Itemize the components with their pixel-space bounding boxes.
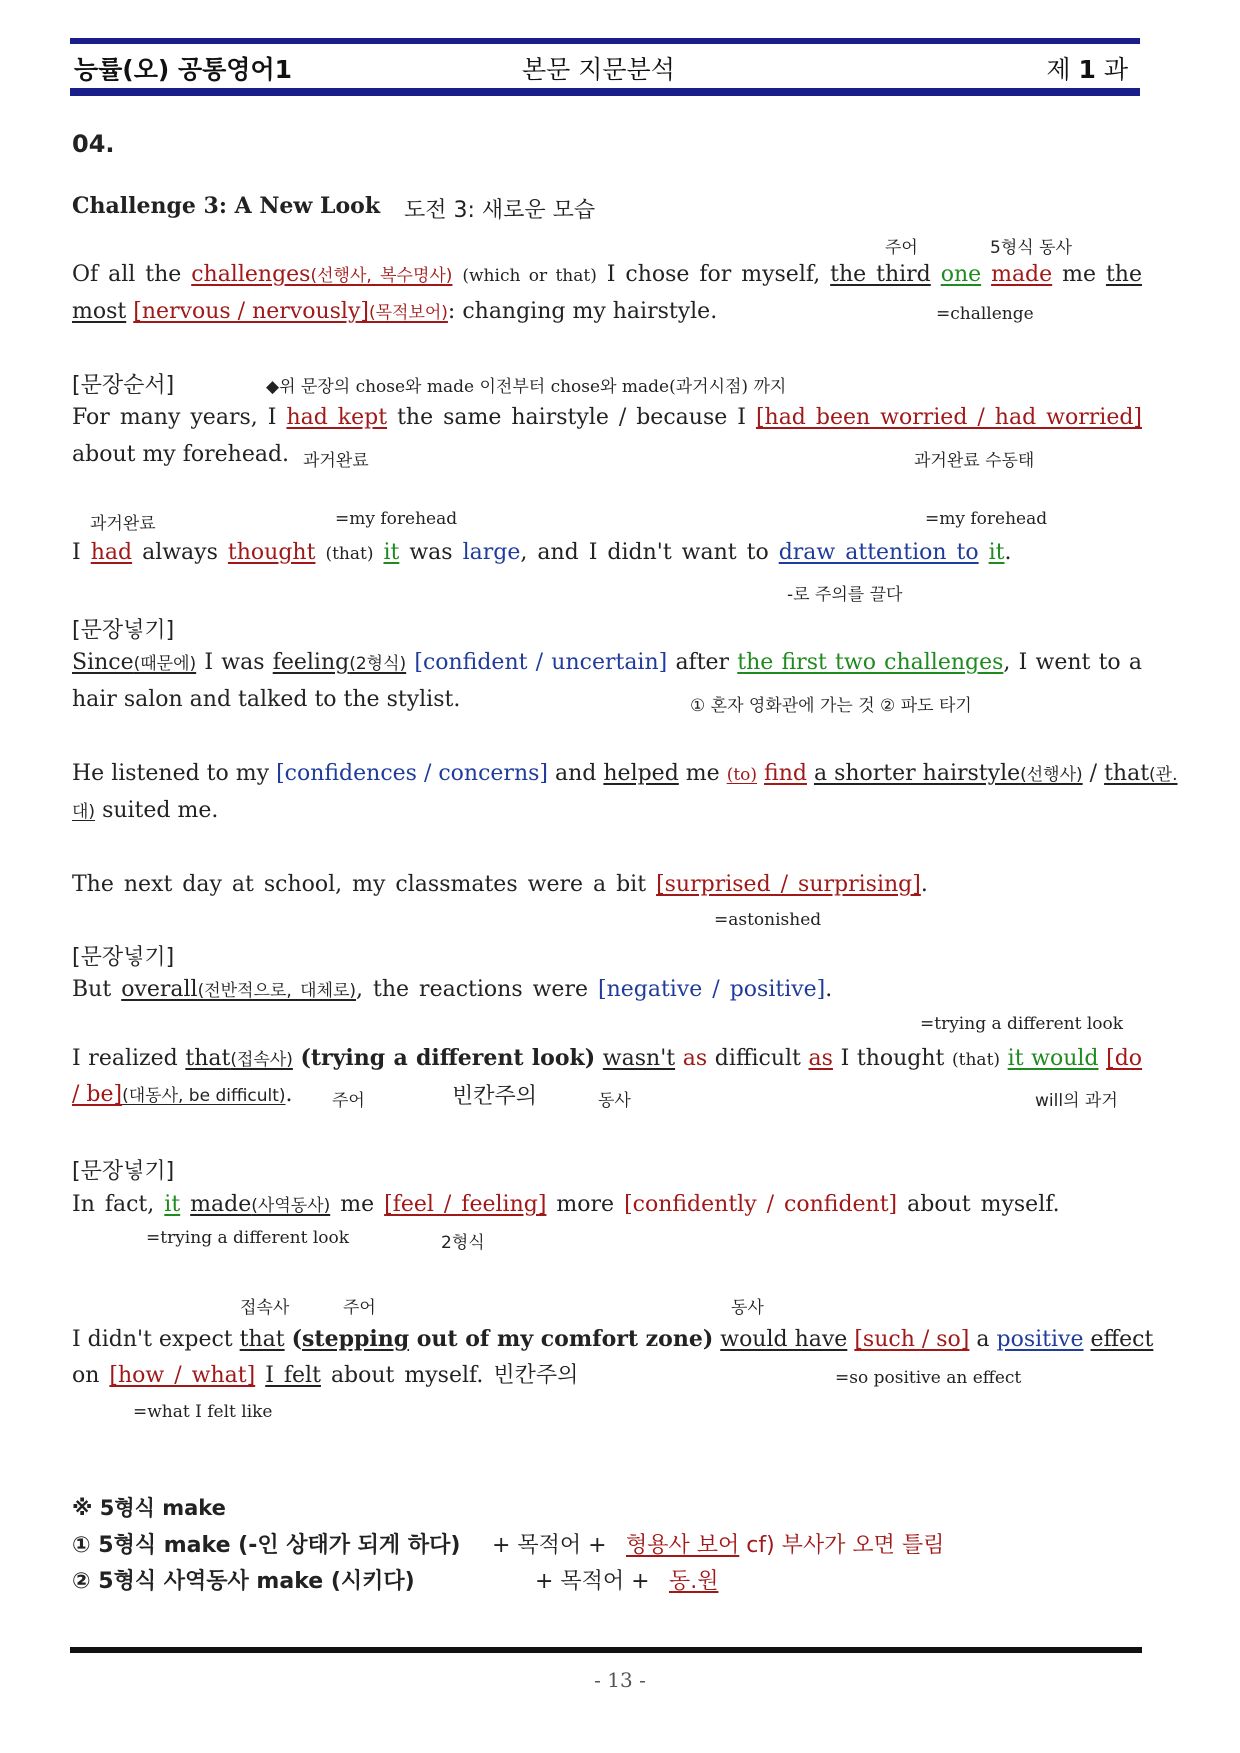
word-challenges: challenges(선행사, 복수명사) (191, 262, 453, 287)
note-2-form: 2형식 (441, 1233, 485, 1253)
note-eq-forehead-2: =my forehead (925, 509, 1048, 529)
note-so-positive: =so positive an effect (835, 1368, 1022, 1388)
sentence-5-line-2: 대) suited me. (72, 798, 219, 823)
note-eq-trying: =trying a different look (920, 1014, 1124, 1034)
header-top-bar (70, 38, 1140, 44)
note-past-perfect: 과거완료 (303, 451, 369, 471)
summary-rule-1-complement: 형용사 보어 cf) 부사가 오면 틀림 (626, 1533, 945, 1558)
note-first-two-challenges: ① 혼자 영화관에 가는 것 ② 파도 타기 (690, 696, 972, 716)
note-order: ◆위 문장의 chose와 made 이전부터 chose와 made(과거시점) 까지 (266, 377, 787, 397)
footer-bar (70, 1647, 1142, 1653)
sentence-2-line-1: For many years, I had kept the same hairstyle / because I [had been worried / had worried] (72, 405, 1143, 430)
label-sentence-order: [문장순서] (72, 373, 175, 398)
passage-title-ko: 도전 3: 새로운 모습 (404, 198, 596, 223)
sentence-6: The next day at school, my classmates were a bit [surprised / surprising]. (72, 872, 928, 897)
note-eq-challenge: =challenge (936, 304, 1034, 324)
label-sentence-insert-1: [문장넣기] (72, 618, 175, 643)
summary-title: ※ 5형식 make (72, 1496, 226, 1520)
summary-rule-2: ② 5형식 사역동사 make (시키다) (72, 1569, 415, 1594)
header-bottom-bar (70, 88, 1140, 96)
label-sentence-insert-2: [문장넣기] (72, 945, 175, 970)
sentence-3: I had always thought (that) it was large, and I didn't want to draw attention to it. (72, 540, 1012, 565)
note-past-perfect-2: 과거완료 (90, 514, 156, 534)
sentence-5-line-1: He listened to my [confidences / concerns] and helped me (to) find a shorter hairstyle(선행사) / that(관. (72, 761, 1178, 786)
sentence-8-line-1: I realized that(접속사) (trying a different look) wasn't as difficult as I thought (that) it would [do (72, 1045, 1143, 1071)
note-5-form-verb: 5형식 동사 (990, 238, 1072, 258)
note-eq-forehead-1: =my forehead (335, 509, 458, 529)
note-astonished: =astonished (714, 910, 822, 930)
note-subject: 주어 (885, 238, 918, 258)
summary-rule-2-verb: 동.원 (669, 1569, 719, 1594)
note-blank-warning-1: 빈칸주의 (452, 1084, 538, 1109)
sentence-10-line-1: I didn't expect that (stepping out of my comfort zone) would have [such / so] a positive effect (72, 1326, 1154, 1352)
note-verb-3: 동사 (731, 1298, 764, 1318)
note-passive: 과거완료 수동태 (914, 451, 1035, 471)
page-header (74, 46, 1138, 88)
header-course: 능률(오) 공통영어1 (74, 55, 293, 84)
note-will-past: will의 과거 (1035, 1091, 1118, 1111)
header-lesson: 제 1 과 (1046, 55, 1128, 84)
sentence-1-line-2: most [nervous / nervously](목적보어): changing my hairstyle. (72, 299, 718, 324)
summary-rule-1: ① 5형식 make (-인 상태가 되게 하다) (72, 1533, 461, 1558)
note-subject-2: 주어 (332, 1091, 365, 1111)
note-conjunction: 접속사 (240, 1298, 290, 1318)
note-verb-2: 동사 (598, 1091, 631, 1111)
summary-rule-1-object: + 목적어 + (492, 1533, 607, 1558)
header-section: 본문 지문분석 (522, 55, 675, 84)
sentence-10-line-2: on [how / what] I felt about myself. 빈칸주의 (72, 1363, 579, 1388)
sentence-4-line-1: Since(때문에) I was feeling(2형식) [confident / uncertain] after the first two challenges, I went to a (72, 650, 1142, 675)
sentence-2-line-2: about my forehead. (72, 442, 290, 467)
sentence-8-line-2: / be](대동사, be difficult). (72, 1082, 293, 1107)
sentence-7: But overall(전반적으로, 대체로), the reactions were [negative / positive]. (72, 977, 833, 1002)
note-what-i-felt: =what I felt like (133, 1402, 273, 1422)
question-number: 04. (72, 130, 115, 158)
sentence-9: In fact, it made(사역동사) me [feel / feeling] more [confidently / confident] about myself. (72, 1192, 1060, 1217)
label-sentence-insert-3: [문장넣기] (72, 1159, 175, 1184)
note-eq-trying-2: =trying a different look (146, 1228, 350, 1248)
choice-nervous: [nervous / nervously](목적보어) (133, 299, 448, 324)
note-draw-attention: -로 주의를 끌다 (787, 585, 903, 605)
sentence-1-line-1: Of all the challenges(선행사, 복수명사) (which or that) I chose for myself, the third one made me the (72, 262, 1142, 287)
passage-title-en: Challenge 3: A New Look (72, 193, 381, 219)
summary-rule-2-object: + 목적어 + (535, 1569, 650, 1594)
sentence-4-line-2: hair salon and talked to the stylist. (72, 687, 461, 712)
note-subject-3: 주어 (343, 1298, 376, 1318)
page-number: - 13 - (594, 1668, 646, 1692)
